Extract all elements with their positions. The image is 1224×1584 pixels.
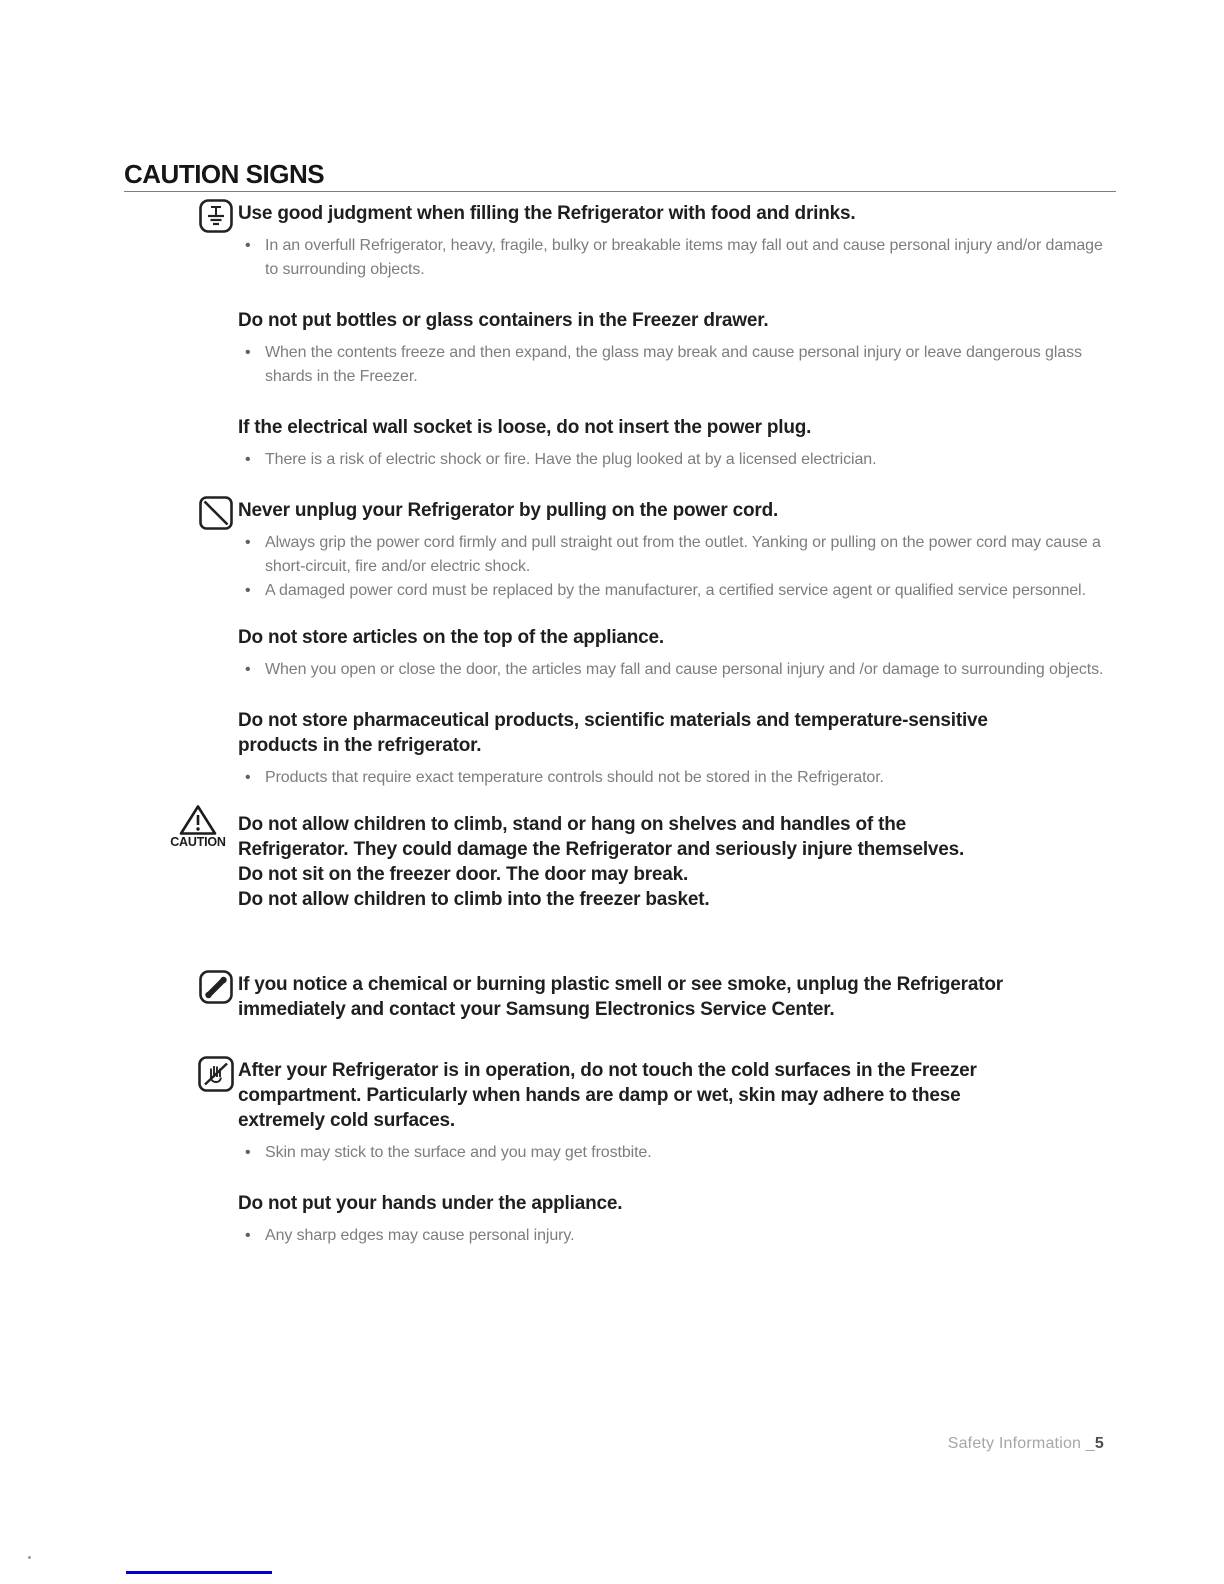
section-heading-line: products in the refrigerator. — [238, 735, 482, 756]
unplug-icon — [196, 970, 236, 1004]
bullet-list — [238, 234, 1116, 282]
bullet-item: • Any sharp edges may cause personal injury. — [238, 1224, 1116, 1248]
bullet-item: • In an overfull Refrigerator, heavy, fragile, bulky or breakable items may fall out and cause personal injury and/or damage to surrounding objects. — [238, 234, 1116, 282]
section-heading-line: Do not store articles on the top of the appliance. — [238, 627, 664, 648]
safety-section — [124, 812, 1116, 912]
bullet-item: • Always grip the power cord firmly and pull straight out from the outlet. Yanking or pulling on the power cord may cause a short-circuit, fire and/or electric shock. — [238, 531, 1116, 579]
safety-section — [124, 708, 1116, 790]
bullet-list — [238, 1224, 1116, 1248]
safety-section — [124, 625, 1116, 682]
footer-label: Safety Information _ — [947, 1435, 1095, 1452]
section-heading — [238, 1191, 1116, 1216]
section-heading — [238, 415, 1116, 440]
page-content — [124, 160, 1116, 1248]
bullet-item: • A damaged power cord must be replaced by the manufacturer, a certified service agent or qualified service personnel. — [238, 579, 1116, 603]
section-heading — [238, 708, 1116, 758]
section-heading-line: Do not sit on the freezer door. The door may break. — [238, 864, 689, 885]
page-title: CAUTION SIGNS — [124, 160, 1116, 192]
bullet-list — [238, 766, 1116, 790]
section-heading-line: Do not allow children to climb into the freezer basket. — [238, 889, 710, 910]
sections — [124, 201, 1116, 1248]
section-heading-line: Do not store pharmaceutical products, scientific materials and temperature-sensitive — [238, 710, 988, 731]
section-heading — [238, 498, 1116, 523]
bullet-list — [238, 658, 1116, 682]
bullet-list — [238, 448, 1116, 472]
ground-plug-icon — [196, 199, 236, 233]
section-heading-line: Do not allow children to climb, stand or hang on shelves and handles of the — [238, 814, 907, 835]
no-pull-icon — [196, 496, 236, 530]
safety-section — [124, 972, 1116, 1022]
safety-section — [124, 1058, 1116, 1165]
section-heading-line: Do not put bottles or glass containers in the Freezer drawer. — [238, 310, 769, 331]
section-heading-line: If the electrical wall socket is loose, do not insert the power plug. — [238, 417, 812, 438]
safety-section — [124, 201, 1116, 282]
footer-page-number: 5 — [1094, 1435, 1104, 1452]
section-heading-line: Never unplug your Refrigerator by pulling on the power cord. — [238, 500, 779, 521]
bullet-item: • Products that require exact temperature controls should not be stored in the Refrigerator. — [238, 766, 1116, 790]
stray-dot — [28, 1556, 31, 1559]
bullet-item: • There is a risk of electric shock or fire. Have the plug looked at by a licensed electrician. — [238, 448, 1116, 472]
section-heading — [238, 972, 1116, 1022]
section-heading — [238, 625, 1116, 650]
safety-section — [124, 415, 1116, 472]
bullet-item: • When you open or close the door, the articles may fall and cause personal injury and /or damage to surrounding objects. — [238, 658, 1116, 682]
bullet-list — [238, 341, 1116, 389]
safety-section — [124, 498, 1116, 603]
bullet-item: • Skin may stick to the surface and you may get frostbite. — [238, 1141, 1116, 1165]
section-heading — [238, 201, 1116, 226]
section-heading-line: If you notice a chemical or burning plastic smell or see smoke, unplug the Refrigerator — [238, 974, 1003, 995]
caution-label: CAUTION — [170, 835, 226, 849]
section-heading — [238, 812, 1116, 912]
section-heading-line: Refrigerator. They could damage the Refrigerator and seriously injure themselves. — [238, 839, 965, 860]
safety-section — [124, 308, 1116, 389]
section-heading-line: compartment. Particularly when hands are damp or wet, skin may adhere to these — [238, 1085, 961, 1106]
section-heading-line: After your Refrigerator is in operation, do not touch the cold surfaces in the Freezer — [238, 1060, 977, 1081]
safety-section — [124, 1191, 1116, 1248]
section-heading — [238, 308, 1116, 333]
section-heading-line: immediately and contact your Samsung Electronics Service Center. — [238, 999, 835, 1020]
page-footer — [948, 1435, 1104, 1453]
section-heading — [238, 1058, 1116, 1133]
bullet-item: • When the contents freeze and then expand, the glass may break and cause personal injury or leave dangerous glass shards in the Freezer. — [238, 341, 1116, 389]
bullet-list — [238, 1141, 1116, 1165]
section-heading-line: Do not put your hands under the appliance. — [238, 1193, 623, 1214]
caution-triangle-icon — [154, 804, 242, 849]
bullet-list — [238, 531, 1116, 603]
section-heading-line: Use good judgment when filling the Refrigerator with food and drinks. — [238, 203, 856, 224]
bottom-blue-line — [126, 1571, 272, 1574]
no-touch-icon — [196, 1056, 236, 1092]
section-heading-line: extremely cold surfaces. — [238, 1110, 455, 1131]
